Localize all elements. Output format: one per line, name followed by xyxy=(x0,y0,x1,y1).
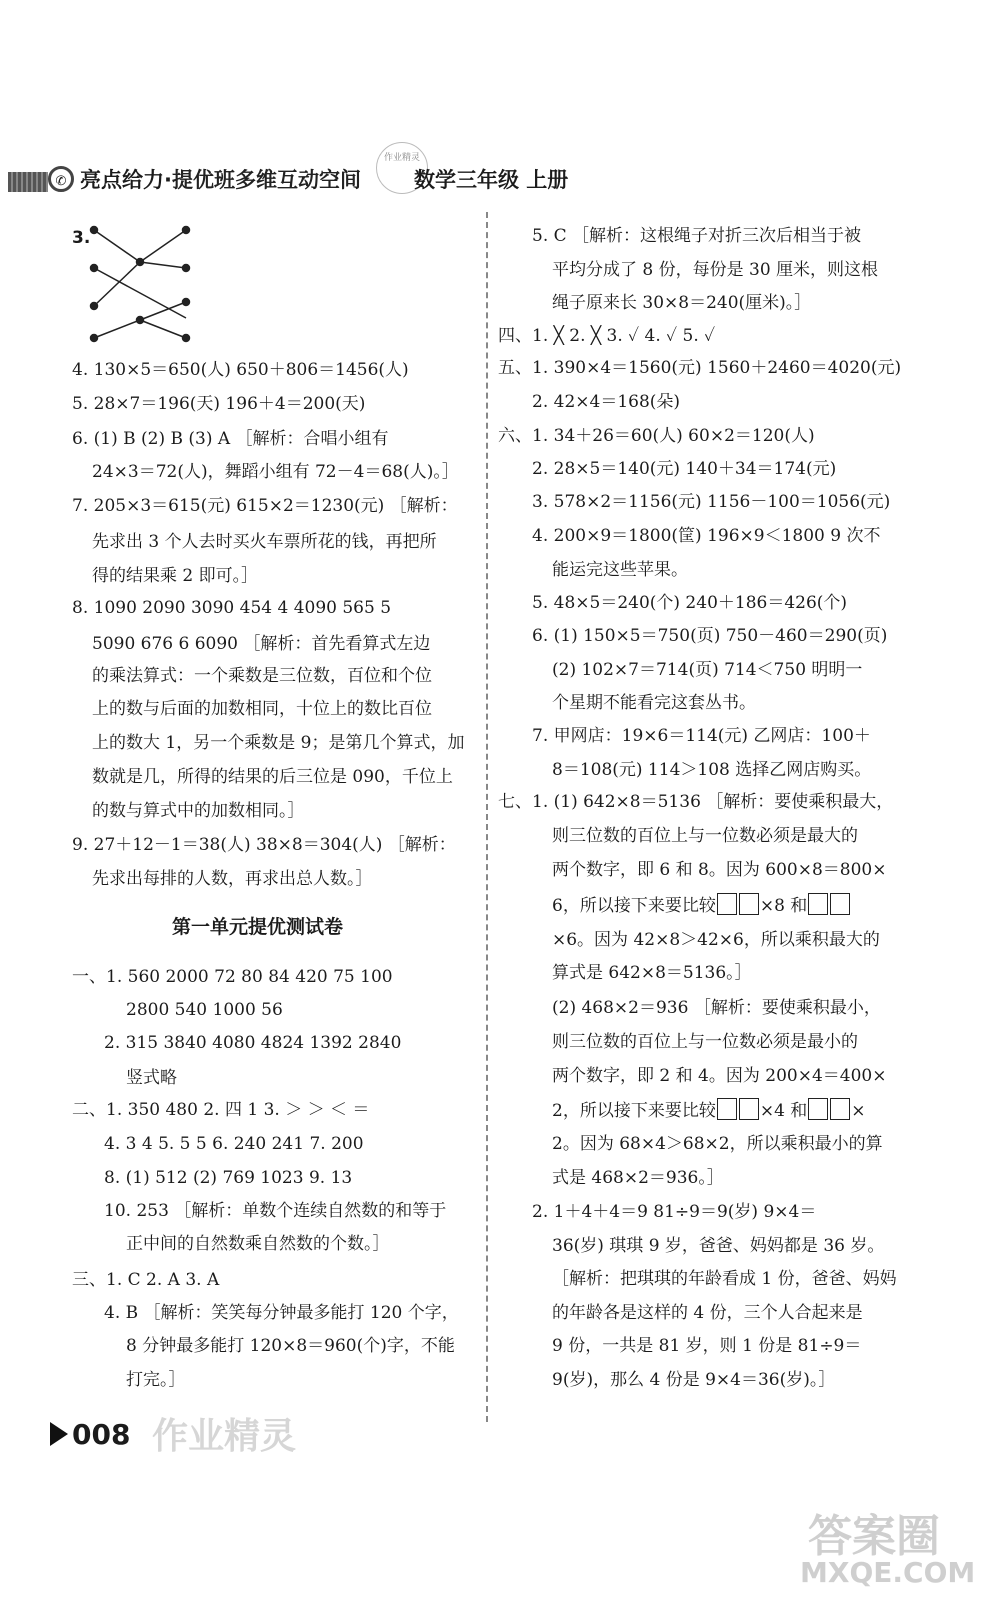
column-divider xyxy=(486,212,488,1422)
answer-line: 36(岁) 琪琪 9 岁，爸爸、妈妈都是 36 岁。 xyxy=(552,1236,885,1256)
answer-line: 数就是几，所得的结果的后三位是 090，千位上 xyxy=(92,767,453,787)
answer-line: 4. 3 4 5. 5 5 6. 240 241 7. 200 xyxy=(104,1134,364,1154)
answer-line: 平均分成了 8 份，每份是 30 厘米，则这根 xyxy=(552,260,879,280)
answer-line: 6，所以接下来要比较 ×8 和 xyxy=(552,893,851,918)
box-operator: ×8 和 xyxy=(759,896,808,916)
blank-box xyxy=(830,1098,850,1120)
answer-line: 的年龄各是这样的 4 份，三个人合起来是 xyxy=(552,1303,863,1323)
answer-line: 绳子原来长 30×8＝240(厘米)。］ xyxy=(552,293,812,313)
answer-line: (2) 102×7＝714(页) 714＜750 明明一 xyxy=(552,660,863,680)
blank-box xyxy=(717,1098,737,1120)
blank-box xyxy=(739,893,759,915)
answer-line: 两个数字，即 2 和 4。因为 200×4＝400× xyxy=(552,1066,887,1086)
answer-line: 四、1. ╳ 2. ╳ 3. ✓ 4. ✓ 5. ✓ xyxy=(498,326,716,346)
answer-line: 9 份，一共是 81 岁，则 1 份是 81÷9＝ xyxy=(552,1336,862,1356)
answer-line: 10. 253 ［解析：单数个连续自然数的和等于 xyxy=(104,1201,447,1221)
answer-line: 先求出每排的人数，再求出总人数。］ xyxy=(92,869,373,889)
matching-diagram xyxy=(86,222,196,352)
answer-line: 则三位数的百位上与一位数必须是最小的 xyxy=(552,1032,858,1052)
answer-line: 3. 578×2＝1156(元) 1156－100＝1056(元) xyxy=(532,492,891,512)
answer-line: 先求出 3 个人去时买火车票所花的钱，再把所 xyxy=(92,532,437,552)
play-triangle-icon xyxy=(50,1422,68,1446)
blank-box xyxy=(717,893,737,915)
section-title: 第一单元提优测试卷 xyxy=(172,916,344,938)
header-stripe xyxy=(8,172,48,192)
answer-line: 4. B ［解析：笑笑每分钟最多能打 120 个字， xyxy=(104,1303,459,1323)
box-tail: × xyxy=(851,1101,866,1121)
answer-line: 5. 28×7＝196(天) 196＋4＝200(天) xyxy=(72,394,366,414)
answer-line: ×6。因为 42×8＞42×6，所以乘积最大的 xyxy=(552,930,880,950)
answer-line: 2。因为 68×4＞68×2，所以乘积最小的算 xyxy=(552,1134,883,1154)
page-number: 008 xyxy=(50,1418,130,1451)
answer-line: 5. 48×5＝240(个) 240＋186＝426(个) xyxy=(532,593,848,613)
answer-line: 2800 540 1000 56 xyxy=(126,1000,283,1020)
blank-box xyxy=(808,893,828,915)
answer-line: 4. 200×9＝1800(筐) 196×9＜1800 9 次不 xyxy=(532,526,881,546)
answer-line: 8. (1) 512 (2) 769 1023 9. 13 xyxy=(104,1168,353,1188)
answer-line: 两个数字，即 6 和 8。因为 600×8＝800× xyxy=(552,860,887,880)
series-name: 亮点给力· xyxy=(80,168,172,192)
answer-line: 7. 甲网店：19×6＝114(元) 乙网店：100＋ xyxy=(532,726,871,746)
blank-box xyxy=(830,893,850,915)
blank-box xyxy=(808,1098,828,1120)
blank-box xyxy=(739,1098,759,1120)
watermark-right: 答案圈 xyxy=(808,1511,940,1562)
answer-line: 五、1. 390×4＝1560(元) 1560＋2460＝4020(元) xyxy=(498,358,902,378)
answer-line: 7. 205×3＝615(元) 615×2＝1230(元) ［解析： xyxy=(72,496,458,516)
answer-line: 2. 1＋4＋4＝9 81÷9＝9(岁) 9×4＝ xyxy=(532,1202,817,1222)
answer-line: 6. (1) 150×5＝750(页) 750－460＝290(页) xyxy=(532,626,888,646)
page-header xyxy=(0,153,1000,202)
watermark-left: 作业精灵 xyxy=(152,1416,297,1457)
answer-line: 5. C ［解析：这根绳子对折三次后相当于被 xyxy=(532,226,862,246)
series-subtitle: 提优班多维互动空间 xyxy=(171,168,361,192)
answer-line: 得的结果乘 2 即可。］ xyxy=(92,566,259,586)
q3-label: 3. xyxy=(72,228,91,248)
answer-line: 个星期不能看完这套丛书。 xyxy=(552,693,756,713)
answer-line: 式是 468×2＝936。］ xyxy=(552,1168,724,1188)
answer-line: 的数与算式中的加数相同。］ xyxy=(92,801,305,821)
phone-logo-icon: ✆ xyxy=(48,166,74,192)
answer-line: 9. 27＋12－1＝38(人) 38×8＝304(人) ［解析： xyxy=(72,835,456,855)
answer-line: 6. (1) B (2) B (3) A ［解析：合唱小组有 xyxy=(72,429,389,449)
answer-line: 三、1. C 2. A 3. A xyxy=(72,1270,220,1290)
answer-line: 能运完这些苹果。 xyxy=(552,560,688,580)
answer-line: (2) 468×2＝936 ［解析：要使乘积最小， xyxy=(552,998,881,1018)
answer-line: 2. 42×4＝168(朵) xyxy=(532,392,681,412)
series-title xyxy=(80,164,361,194)
answer-line: 算式是 642×8＝5136。］ xyxy=(552,963,752,983)
answer-line: 上的数大 1，另一个乘数是 9；是第几个算式，加 xyxy=(92,733,465,753)
stamp-logo: 作业精灵 xyxy=(376,142,428,194)
answer-line: 一、1. 560 2000 72 80 84 420 75 100 xyxy=(72,967,393,987)
answer-line: 8＝108(元) 114＞108 选择乙网店购买。 xyxy=(552,760,872,780)
answer-line: 二、1. 350 480 2. 四 1 3. ＞ ＞ ＜ ＝ xyxy=(72,1100,370,1120)
answer-line: 的乘法算式：一个乘数是三位数，百位和个位 xyxy=(92,666,432,686)
answer-line: 六、1. 34＋26＝60(人) 60×2＝120(人) xyxy=(498,426,815,446)
answer-line: ［解析：把琪琪的年龄看成 1 份，爸爸、妈妈 xyxy=(552,1269,897,1289)
answer-line: 8. 1090 2090 3090 454 4 4090 565 5 xyxy=(72,598,392,618)
subject-title: 数学三年级 上册 xyxy=(414,168,569,192)
answer-line: 则三位数的百位上与一位数必须是最大的 xyxy=(552,826,858,846)
answer-line: 9(岁)，那么 4 份是 9×4＝36(岁)。］ xyxy=(552,1370,836,1390)
answer-line: 8 分钟最多能打 120×8＝960(个)字，不能 xyxy=(126,1336,455,1356)
answer-line: 竖式略 xyxy=(126,1068,177,1088)
answer-line: 2. 28×5＝140(元) 140＋34＝174(元) xyxy=(532,459,837,479)
answer-line: 正中间的自然数乘自然数的个数。］ xyxy=(126,1234,390,1254)
answer-line: 24×3＝72(人)，舞蹈小组有 72－4＝68(人)。］ xyxy=(92,462,459,482)
answer-line: 4. 130×5＝650(人) 650＋806＝1456(人) xyxy=(72,360,409,380)
answer-line: 2，所以接下来要比较 ×4 和 × xyxy=(552,1098,866,1123)
answer-line: 上的数与后面的加数相同，十位上的数比百位 xyxy=(92,699,432,719)
answer-line: 打完。］ xyxy=(126,1370,186,1390)
watermark-url: MXQE.COM xyxy=(800,1556,976,1589)
box-operator: ×4 和 xyxy=(759,1101,808,1121)
answer-line: 2. 315 3840 4080 4824 1392 2840 xyxy=(104,1033,402,1053)
answer-line: 七、1. (1) 642×8＝5136 ［解析：要使乘积最大， xyxy=(498,792,894,812)
answer-line: 5090 676 6 6090 ［解析：首先看算式左边 xyxy=(92,634,431,654)
